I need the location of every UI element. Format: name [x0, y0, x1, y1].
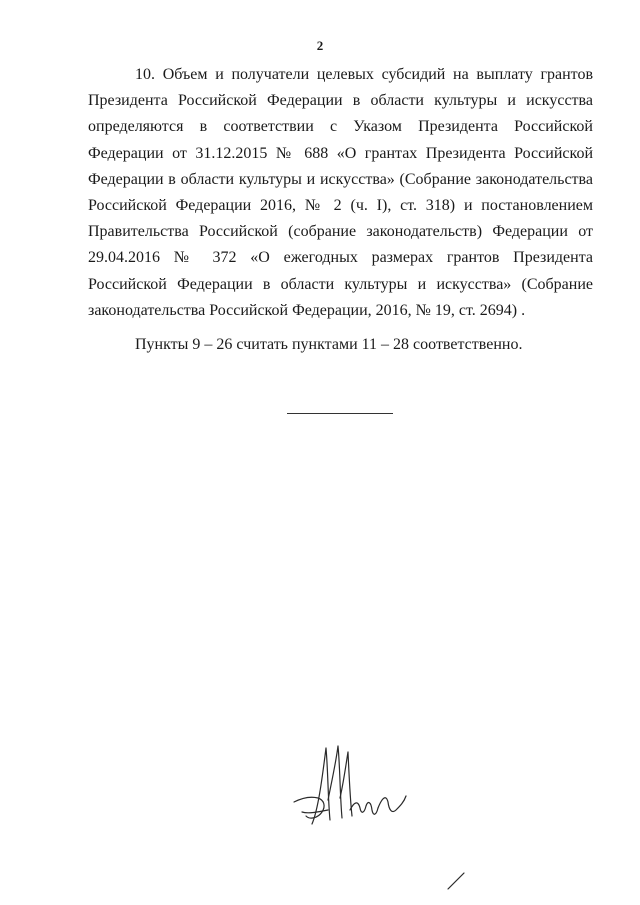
pen-stroke-icon: [446, 871, 466, 891]
paragraph-renumbering: Пункты 9 – 26 считать пунктами 11 – 28 соответственно.: [135, 336, 523, 354]
separator-line: [287, 413, 393, 414]
document-body: [88, 62, 593, 358]
page-number: 2: [316, 38, 324, 53]
paragraph-item-10: 10. Объем и получатели целевых субсидий на выплату грантов Президента Российской Федерации в области культуры и искусства определяются в соответствии с Указом Президента Российской Федерации от 31.12.2015 № 688 «О грантах Президента Российской Федерации в области культуры и искусства» (Собрание законодательства Российской Федерации 2016, № 2 (ч. I), ст. 318) и постановлением Правительства Российской (собрание законодательств) Федерации от 29.04.2016 № 372 «О ежегодных размерах грантов Президента Российской Федерации в области культуры и искусства» (Собрание законодательства Российской Федерации, 2016, № 19, ст. 2694) .: [88, 66, 593, 319]
handwritten-signature-icon: [288, 740, 410, 835]
